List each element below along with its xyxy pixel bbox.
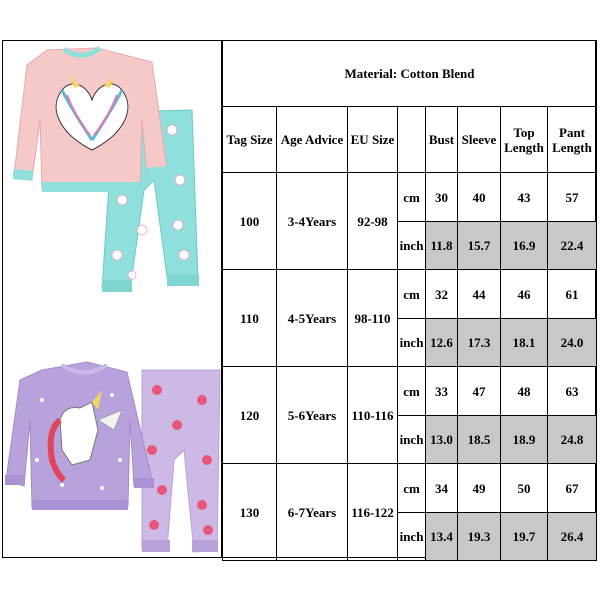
top-length-cm-cell: 46: [501, 270, 548, 319]
bust-cm-cell: 34: [426, 464, 458, 513]
pant-length-inch-cell: 24.8: [548, 416, 597, 464]
sleeve-inch-cell: 18.5: [458, 416, 501, 464]
unit-header-blank: [398, 107, 426, 173]
bust-cm-cell: 33: [426, 367, 458, 416]
size-row-cm: [223, 464, 597, 513]
top-length-cm-cell: 50: [501, 464, 548, 513]
tag-size-cell: 130: [223, 464, 277, 561]
pant-length-cm-cell: 67: [548, 464, 597, 513]
pant-length-header: Pant Length: [548, 107, 597, 173]
bust-inch-cell: 13.0: [426, 416, 458, 464]
unit-cm-label: cm: [398, 270, 426, 319]
sleeve-cm-cell: 47: [458, 367, 501, 416]
bust-inch-cell: 13.4: [426, 513, 458, 561]
tag-size-cell: 110: [223, 270, 277, 367]
size-row-cm: [223, 367, 597, 416]
eu-size-header: EU Size: [348, 107, 398, 173]
sleeve-inch-cell: 17.3: [458, 319, 501, 367]
size-row-cm: [223, 270, 597, 319]
sleeve-cm-cell: 40: [458, 173, 501, 222]
header-row: [223, 107, 597, 173]
material-title: Material: Cotton Blend: [223, 41, 597, 107]
unit-inch-label: inch: [398, 416, 426, 464]
eu-size-cell: 98-110: [348, 270, 398, 367]
eu-size-cell: 116-122: [348, 464, 398, 561]
unit-inch-label: inch: [398, 513, 426, 561]
tag-size-cell: 100: [223, 173, 277, 270]
bust-inch-cell: 12.6: [426, 319, 458, 367]
product-photos-column: [2, 40, 222, 558]
age-advice-cell: 4-5Years: [277, 270, 348, 367]
eu-size-cell: 110-116: [348, 367, 398, 464]
top-length-inch-cell: 16.9: [501, 222, 548, 270]
pant-length-cm-cell: 57: [548, 173, 597, 222]
bust-header: Bust: [426, 107, 458, 173]
pink-unicorn-pajama-set-icon: [2, 40, 221, 300]
size-row-cm: [223, 173, 597, 222]
sleeve-inch-cell: 15.7: [458, 222, 501, 270]
bust-inch-cell: 11.8: [426, 222, 458, 270]
sleeve-inch-cell: 19.3: [458, 513, 501, 561]
unit-inch-label: inch: [398, 319, 426, 367]
sleeve-header: Sleeve: [458, 107, 501, 173]
age-advice-cell: 3-4Years: [277, 173, 348, 270]
lavender-unicorn-top-icon: [5, 362, 154, 510]
lavender-unicorn-pants-icon: [142, 370, 220, 552]
bust-cm-cell: 30: [426, 173, 458, 222]
tag-size-header: Tag Size: [223, 107, 277, 173]
age-advice-header: Age Advice: [277, 107, 348, 173]
unit-cm-label: cm: [398, 367, 426, 416]
age-advice-cell: 6-7Years: [277, 464, 348, 561]
size-chart-table: [222, 40, 597, 561]
tag-size-cell: 120: [223, 367, 277, 464]
pant-length-inch-cell: 26.4: [548, 513, 597, 561]
pant-length-cm-cell: 61: [548, 270, 597, 319]
unit-cm-label: cm: [398, 464, 426, 513]
top-length-inch-cell: 18.1: [501, 319, 548, 367]
top-length-inch-cell: 18.9: [501, 416, 548, 464]
age-advice-cell: 5-6Years: [277, 367, 348, 464]
sleeve-cm-cell: 44: [458, 270, 501, 319]
unit-inch-label: inch: [398, 222, 426, 270]
pant-length-inch-cell: 24.0: [548, 319, 597, 367]
sleeve-cm-cell: 49: [458, 464, 501, 513]
top-length-header: Top Length: [501, 107, 548, 173]
top-length-cm-cell: 43: [501, 173, 548, 222]
pant-length-cm-cell: 63: [548, 367, 597, 416]
pant-length-inch-cell: 22.4: [548, 222, 597, 270]
unit-cm-label: cm: [398, 173, 426, 222]
purple-unicorn-pajama-set-icon: [2, 310, 221, 555]
top-length-inch-cell: 19.7: [501, 513, 548, 561]
top-length-cm-cell: 48: [501, 367, 548, 416]
eu-size-cell: 92-98: [348, 173, 398, 270]
bust-cm-cell: 32: [426, 270, 458, 319]
